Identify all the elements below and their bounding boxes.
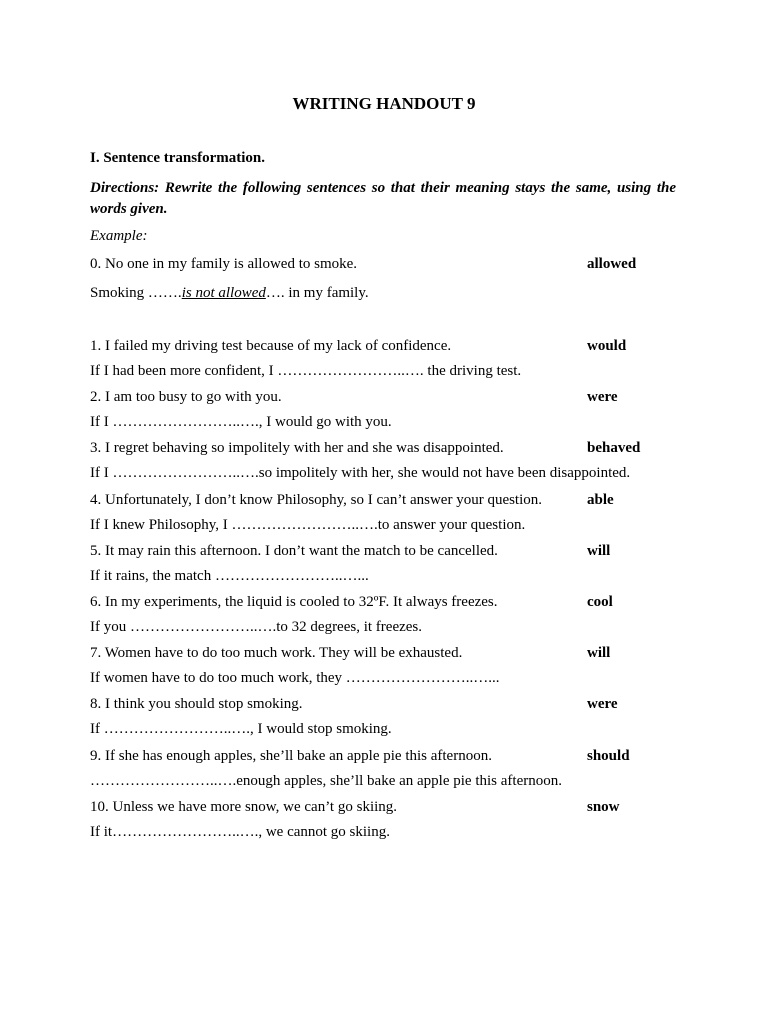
exercise-item — [90, 440, 690, 460]
exercise-answer-line: If I ……………………..…., I would go with you. — [90, 414, 392, 431]
example-question-row — [90, 256, 690, 276]
exercise-question: 10. Unless we have more snow, we can’t go skiing. — [90, 798, 398, 815]
exercise-item — [90, 594, 690, 614]
exercise-keyword: will — [587, 542, 611, 559]
exercise-answer-line: If you ……………………..….to 32 degrees, it freezes. — [90, 619, 423, 635]
exercise-answer-line: If it rains, the match ……………………..…... — [90, 567, 369, 584]
exercise-answer-line: If women have to do too much work, they ……………………..…... — [90, 670, 500, 687]
exercise-answer-line: If I knew Philosophy, I ……………………..….to answer your question. — [90, 516, 526, 533]
exercise-answer-line: If ……………………..…., I would stop smoking. — [90, 721, 392, 738]
example-keyword: allowed — [587, 256, 637, 272]
exercise-item — [90, 492, 690, 512]
exercise-question: 1. I failed my driving test because of my lack of confidence. — [90, 338, 452, 354]
exercise-question: 9. If she has enough apples, she’ll bake an apple pie this afternoon. — [90, 747, 492, 764]
exercise-keyword: will — [587, 645, 611, 662]
exercise-keyword: were — [587, 389, 618, 406]
exercise-question: 2. I am too busy to go with you. — [90, 389, 282, 406]
example-answer-suffix: …. in my family. — [265, 285, 369, 301]
exercise-answer-line: If I ……………………..….so impolitely with her, she would not have been disappointed. — [90, 465, 631, 482]
exercise-keyword: would — [587, 338, 627, 354]
exercise-item — [90, 696, 690, 716]
exercise-question: 4. Unfortunately, I don’t know Philosophy, so I can’t answer your question. — [90, 491, 543, 508]
exercise-item — [90, 799, 690, 819]
exercise-keyword: should — [587, 747, 630, 764]
exercise-answer-line: If it……………………..…., we cannot go skiing. — [90, 823, 390, 840]
exercise-keyword: cool — [587, 594, 613, 610]
exercise-answer-line: ……………………..….enough apples, she’ll bake an apple pie this afternoon. — [90, 772, 562, 789]
exercise-answer-line: If I had been more confident, I ……………………..…. the driving test. — [90, 363, 522, 379]
exercise-question: 5. It may rain this afternoon. I don’t want the match to be cancelled. — [90, 542, 498, 559]
exercise-question: 6. In my experiments, the liquid is cooled to 32ºF. It always freezes. — [90, 594, 498, 610]
exercise-item — [90, 338, 690, 358]
exercise-question: 8. I think you should stop smoking. — [90, 696, 303, 713]
page-title: WRITING HANDOUT 9 — [292, 94, 476, 113]
exercise-question: 3. I regret behaving so impolitely with her and she was disappointed. — [90, 440, 504, 457]
directions-text: Directions: Rewrite the following sentences so that their meaning stays the same, using the words given. — [90, 180, 676, 217]
exercise-keyword: able — [587, 491, 614, 508]
example-label: Example: — [90, 228, 148, 244]
example-question: 0. No one in my family is allowed to smoke. — [90, 256, 358, 272]
example-answer-prefix: Smoking ……. — [90, 285, 182, 301]
exercise-item — [90, 543, 690, 563]
exercise-keyword: behaved — [587, 440, 641, 457]
section-heading: I. Sentence transformation. — [90, 150, 265, 166]
example-answer — [90, 285, 369, 302]
exercise-keyword: snow — [587, 798, 620, 815]
exercise-question: 7. Women have to do too much work. They will be exhausted. — [90, 645, 463, 662]
example-answer-fill: is not allowed — [181, 285, 266, 301]
exercise-item — [90, 748, 690, 768]
exercise-item — [90, 645, 690, 665]
exercise-item — [90, 389, 690, 409]
exercise-keyword: were — [587, 696, 618, 713]
